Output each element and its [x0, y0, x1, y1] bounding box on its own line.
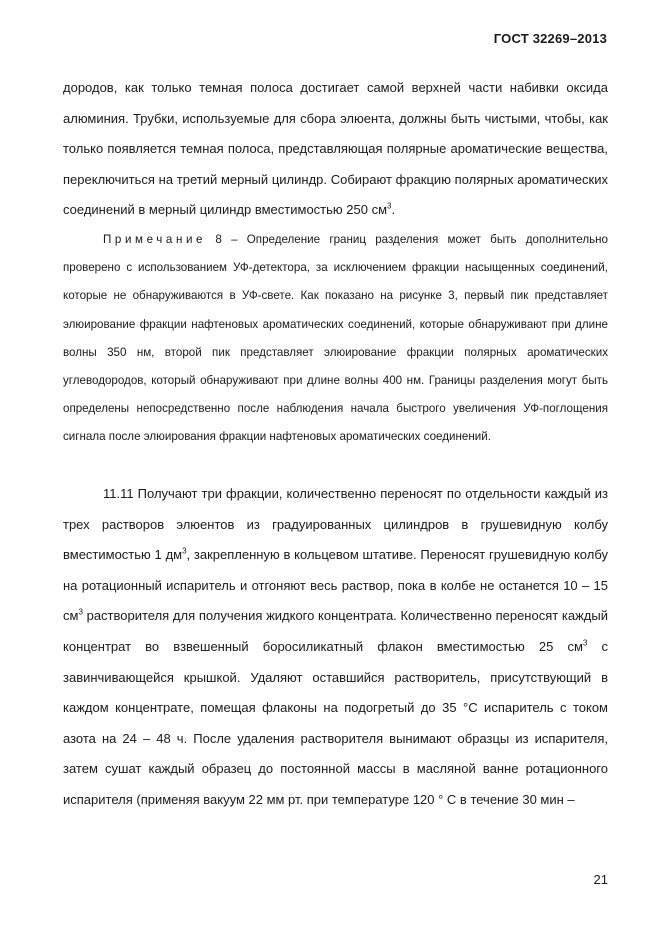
paragraph-text-part: , закрепленную в кольцевом штативе. Переносят грушевидную колбу на ротационный испаритель и отгоняют весь раствор, пока в колбе не останется 10 – 15 см [63, 547, 608, 624]
page-number: 21 [593, 872, 608, 887]
note-block [63, 226, 608, 452]
document-header [494, 31, 607, 46]
superscript: 3 [582, 638, 588, 648]
paragraph-text-part: растворителя для получения жидкого концентрата. Количественно переносят каждый концентрат во взвешенный боросиликатный флакон вместимостью 25 см [63, 608, 608, 654]
paragraph-text: дородов, как только темная полоса достигает самой верхней части набивки оксида алюминия. Трубки, используемые для сбора элюента, должны быть чистыми, чтобы, как только появляется темная полоса, представляющая полярные ароматические вещества, переключиться на третий мерный цилиндр. Собирают фракцию полярных ароматических соединений в мерный цилиндр вместимостью 250 см [63, 80, 608, 217]
paragraph-text-part: с завинчивающейся крышкой. Удаляют оставшийся растворитель, присутствующий в каждом концентрате, помещая флаконы на подогретый до 35 °С испаритель с током азота на 24 – 48 ч. После удаления растворителя вынимают образцы из испарителя, затем сушат каждый образец до постоянной массы в масляной ванне ротационного испарителя (применяя вакуум 22 мм рт. при температуре 120 ° С в течение 30 мин – [63, 638, 608, 807]
superscript: 3 [387, 201, 392, 211]
section-11-11 [63, 479, 608, 816]
superscript: 3 [78, 608, 83, 618]
note-label: Примечание [103, 233, 207, 246]
superscript: 3 [182, 546, 187, 556]
paragraph-continuation [63, 73, 608, 226]
standard-number: ГОСТ 32269–2013 [493, 31, 607, 46]
note-text: 8 – Определение границ разделения может быть дополнительно проверено с использованием УФ-детектора, за исключением фракции насыщенных соединений, которые не обнаруживаются в УФ-свете. Как показано на рисунке 3, первый пик представляет элюирование фракции нафтеновых ароматических соединений, которые обнаруживают при длине волны 350 нм, второй пик представляет элюирование фракции полярных ароматических углеводородов, который обнаруживают при длине волны 400 нм. Границы разделения могут быть определены непосредственно после наблюдения начала быстрого увеличения УФ-поглощения сигнала после элюирования фракции нафтеновых ароматических соединений. [63, 233, 608, 444]
paragraph-text-part: 11.11 Получают три фракции, количественно переносят по отдельности каждый из трех растворов элюентов из градуированных цилиндров в грушевидную колбу вместимостью 1 дм [63, 486, 608, 563]
paragraph-end: . [391, 202, 396, 217]
